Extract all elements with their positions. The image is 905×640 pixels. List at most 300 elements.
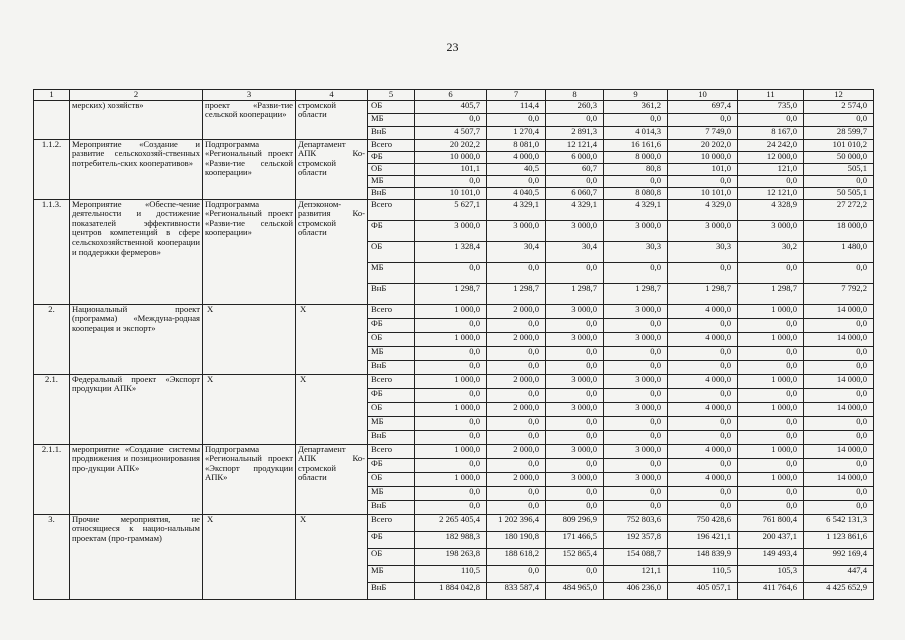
funding-source: ОБ [368,332,415,346]
value-cell: 0,0 [604,486,668,500]
funding-source: Всего [368,444,415,458]
item-executor: Департамент АПК Ко-стромской области [296,139,368,199]
value-cell: 0,0 [415,486,487,500]
value-cell: 0,0 [487,416,546,430]
value-cell: 0,0 [487,346,546,360]
value-cell: 0,0 [487,430,546,444]
value-cell: 18 000,0 [804,220,874,241]
value-cell: 761 800,4 [738,514,804,531]
table-row [34,139,874,151]
value-cell: 4 329,1 [604,199,668,220]
value-cell: 6 060,7 [546,187,604,199]
funding-source: ОБ [368,241,415,262]
value-cell: 1 000,0 [415,402,487,416]
value-cell: 0,0 [804,113,874,126]
funding-source: ФБ [368,151,415,163]
value-cell: 105,3 [738,565,804,582]
value-cell: 50 000,0 [804,151,874,163]
value-cell: 200 437,1 [738,531,804,548]
item-number: 2.1.1. [34,444,70,514]
value-cell: 0,0 [738,262,804,283]
value-cell: 0,0 [668,360,738,374]
value-cell: 0,0 [487,388,546,402]
column-header: 9 [604,90,668,101]
value-cell: 60,7 [546,163,604,175]
funding-source: МБ [368,565,415,582]
value-cell: 3 000,0 [415,220,487,241]
value-cell: 4 000,0 [668,374,738,388]
value-cell: 1 000,0 [738,304,804,318]
value-cell: 20 202,0 [668,139,738,151]
value-cell: 0,0 [487,318,546,332]
value-cell: 182 988,3 [415,531,487,548]
value-cell: 1 000,0 [738,402,804,416]
value-cell: 3 000,0 [546,304,604,318]
column-header: 7 [487,90,546,101]
value-cell: 0,0 [546,346,604,360]
table-row [34,100,874,113]
funding-source: МБ [368,262,415,283]
value-cell: 2 000,0 [487,332,546,346]
value-cell: 30,3 [604,241,668,262]
value-cell: 0,0 [415,458,487,472]
value-cell: 0,0 [487,360,546,374]
value-cell: 110,5 [415,565,487,582]
funding-source: ФБ [368,388,415,402]
value-cell: 505,1 [804,163,874,175]
value-cell: 4 425 652,9 [804,582,874,599]
value-cell: 14 000,0 [804,472,874,486]
funding-source: ОБ [368,100,415,113]
value-cell: 0,0 [487,565,546,582]
funding-source: ФБ [368,531,415,548]
value-cell: 0,0 [604,388,668,402]
item-program: Подпрограмма «Региональный проект «Экспорт продукции АПК» [203,444,296,514]
funding-source: МБ [368,416,415,430]
value-cell: 0,0 [604,113,668,126]
value-cell: 8 167,0 [738,126,804,139]
funding-source: Всего [368,199,415,220]
value-cell: 27 272,2 [804,199,874,220]
value-cell: 4 000,0 [668,304,738,318]
funding-source: ФБ [368,318,415,332]
funding-source: ОБ [368,548,415,565]
value-cell: 2 000,0 [487,374,546,388]
value-cell: 447,4 [804,565,874,582]
column-header: 6 [415,90,487,101]
item-name: мерских) хозяйств» [70,100,203,139]
value-cell: 0,0 [804,388,874,402]
value-cell: 148 839,9 [668,548,738,565]
funding-source: ВнБ [368,187,415,199]
value-cell: 4 329,1 [546,199,604,220]
funding-source: Всего [368,374,415,388]
value-cell: 697,4 [668,100,738,113]
value-cell: 4 000,0 [668,444,738,458]
value-cell: 0,0 [804,500,874,514]
value-cell: 2 265 405,4 [415,514,487,531]
item-executor: Депэконом-развития Ко-стромской области [296,199,368,304]
value-cell: 1 000,0 [738,444,804,458]
value-cell: 3 000,0 [546,472,604,486]
value-cell: 809 296,9 [546,514,604,531]
value-cell: 3 000,0 [604,472,668,486]
value-cell: 0,0 [487,458,546,472]
item-executor: Х [296,374,368,444]
value-cell: 3 000,0 [546,444,604,458]
value-cell: 1 328,4 [415,241,487,262]
value-cell: 12 121,0 [738,187,804,199]
column-header: 10 [668,90,738,101]
value-cell: 0,0 [546,388,604,402]
value-cell: 405,7 [415,100,487,113]
item-program: Х [203,304,296,374]
value-cell: 7 792,2 [804,283,874,304]
value-cell: 0,0 [546,175,604,187]
value-cell: 6 542 131,3 [804,514,874,531]
value-cell: 3 000,0 [604,374,668,388]
value-cell: 10 000,0 [668,151,738,163]
value-cell: 0,0 [415,346,487,360]
funding-source: ФБ [368,220,415,241]
value-cell: 3 000,0 [546,220,604,241]
value-cell: 0,0 [604,500,668,514]
value-cell: 0,0 [604,458,668,472]
value-cell: 0,0 [604,346,668,360]
value-cell: 752 803,6 [604,514,668,531]
value-cell: 0,0 [604,262,668,283]
value-cell: 2 000,0 [487,402,546,416]
column-header: 11 [738,90,804,101]
value-cell: 406 236,0 [604,582,668,599]
value-cell: 0,0 [415,416,487,430]
value-cell: 1 000,0 [415,374,487,388]
funding-source: Всего [368,304,415,318]
value-cell: 1 298,7 [738,283,804,304]
value-cell: 14 000,0 [804,444,874,458]
item-number [34,100,70,139]
item-executor: Х [296,304,368,374]
value-cell: 0,0 [604,430,668,444]
value-cell: 2 891,3 [546,126,604,139]
item-executor: стромской области [296,100,368,139]
value-cell: 0,0 [546,318,604,332]
value-cell: 30,4 [546,241,604,262]
value-cell: 4 328,9 [738,199,804,220]
value-cell: 0,0 [804,175,874,187]
value-cell: 992 169,4 [804,548,874,565]
value-cell: 1 298,7 [415,283,487,304]
value-cell: 0,0 [668,388,738,402]
budget-table [33,89,874,600]
item-name: Прочие мероприятия, не относящиеся к нацио-нальным проектам (про-граммам) [70,514,203,599]
column-header: 3 [203,90,296,101]
value-cell: 154 088,7 [604,548,668,565]
item-number: 2. [34,304,70,374]
value-cell: 0,0 [668,262,738,283]
value-cell: 0,0 [415,113,487,126]
value-cell: 14 000,0 [804,332,874,346]
value-cell: 0,0 [738,500,804,514]
value-cell: 0,0 [415,500,487,514]
value-cell: 188 618,2 [487,548,546,565]
value-cell: 121,1 [604,565,668,582]
value-cell: 40,5 [487,163,546,175]
value-cell: 0,0 [546,416,604,430]
value-cell: 0,0 [546,360,604,374]
value-cell: 3 000,0 [604,220,668,241]
value-cell: 3 000,0 [604,332,668,346]
value-cell: 14 000,0 [804,374,874,388]
value-cell: 1 270,4 [487,126,546,139]
value-cell: 8 000,0 [604,151,668,163]
value-cell: 0,0 [546,430,604,444]
value-cell: 361,2 [604,100,668,113]
value-cell: 149 493,4 [738,548,804,565]
column-header: 2 [70,90,203,101]
funding-source: МБ [368,175,415,187]
value-cell: 3 000,0 [546,332,604,346]
value-cell: 0,0 [738,458,804,472]
value-cell: 0,0 [604,175,668,187]
value-cell: 0,0 [738,360,804,374]
item-name: Федеральный проект «Экспорт продукции АПК» [70,374,203,444]
value-cell: 14 000,0 [804,304,874,318]
value-cell: 0,0 [487,113,546,126]
column-header: 5 [368,90,415,101]
value-cell: 0,0 [804,416,874,430]
value-cell: 10 000,0 [415,151,487,163]
value-cell: 1 000,0 [738,472,804,486]
value-cell: 0,0 [668,430,738,444]
value-cell: 1 480,0 [804,241,874,262]
value-cell: 0,0 [415,388,487,402]
value-cell: 0,0 [546,458,604,472]
item-executor: Департамент АПК Ко-стромской области [296,444,368,514]
value-cell: 2 000,0 [487,472,546,486]
value-cell: 411 764,6 [738,582,804,599]
value-cell: 0,0 [415,430,487,444]
value-cell: 0,0 [668,486,738,500]
value-cell: 750 428,6 [668,514,738,531]
value-cell: 0,0 [487,500,546,514]
value-cell: 0,0 [668,500,738,514]
value-cell: 0,0 [738,430,804,444]
value-cell: 8 080,8 [604,187,668,199]
value-cell: 4 040,5 [487,187,546,199]
value-cell: 2 000,0 [487,304,546,318]
value-cell: 101,1 [415,163,487,175]
funding-source: ВнБ [368,360,415,374]
value-cell: 10 101,0 [415,187,487,199]
item-program: Х [203,374,296,444]
value-cell: 4 014,3 [604,126,668,139]
value-cell: 405 057,1 [668,582,738,599]
value-cell: 0,0 [804,360,874,374]
item-number: 1.1.3. [34,199,70,304]
value-cell: 152 865,4 [546,548,604,565]
item-program: проект «Разви-тие сельской кооперации» [203,100,296,139]
value-cell: 0,0 [415,175,487,187]
value-cell: 0,0 [668,346,738,360]
value-cell: 0,0 [415,360,487,374]
column-header: 8 [546,90,604,101]
value-cell: 1 000,0 [738,332,804,346]
value-cell: 28 599,7 [804,126,874,139]
value-cell: 30,3 [668,241,738,262]
value-cell: 12 121,4 [546,139,604,151]
value-cell: 0,0 [804,346,874,360]
value-cell: 1 000,0 [738,374,804,388]
value-cell: 1 202 396,4 [487,514,546,531]
value-cell: 2 574,0 [804,100,874,113]
value-cell: 1 123 861,6 [804,531,874,548]
value-cell: 8 081,0 [487,139,546,151]
value-cell: 4 000,0 [668,472,738,486]
funding-source: МБ [368,113,415,126]
item-program: Х [203,514,296,599]
value-cell: 10 101,0 [668,187,738,199]
value-cell: 192 357,8 [604,531,668,548]
value-cell: 3 000,0 [604,444,668,458]
value-cell: 12 000,0 [738,151,804,163]
column-header: 1 [34,90,70,101]
funding-source: ВнБ [368,500,415,514]
value-cell: 0,0 [604,416,668,430]
value-cell: 0,0 [487,175,546,187]
value-cell: 20 202,2 [415,139,487,151]
funding-source: Всего [368,139,415,151]
funding-source: Всего [368,514,415,531]
funding-source: ОБ [368,163,415,175]
value-cell: 114,4 [487,100,546,113]
value-cell: 0,0 [546,486,604,500]
value-cell: 1 298,7 [487,283,546,304]
funding-source: ВнБ [368,430,415,444]
value-cell: 0,0 [804,486,874,500]
value-cell: 101 010,2 [804,139,874,151]
value-cell: 198 263,8 [415,548,487,565]
value-cell: 260,3 [546,100,604,113]
value-cell: 4 000,0 [668,402,738,416]
value-cell: 0,0 [546,262,604,283]
value-cell: 4 000,0 [668,332,738,346]
value-cell: 3 000,0 [604,304,668,318]
value-cell: 0,0 [415,262,487,283]
value-cell: 0,0 [487,486,546,500]
value-cell: 3 000,0 [738,220,804,241]
value-cell: 0,0 [668,175,738,187]
item-name: Мероприятие «Создание и развитие сельскохозяй-ственных потребитель-ских кооперативов» [70,139,203,199]
value-cell: 171 466,5 [546,531,604,548]
value-cell: 3 000,0 [546,402,604,416]
item-number: 3. [34,514,70,599]
value-cell: 3 000,0 [604,402,668,416]
value-cell: 1 298,7 [546,283,604,304]
value-cell: 0,0 [546,500,604,514]
table-row [34,444,874,458]
column-number-row [34,90,874,101]
value-cell: 0,0 [804,318,874,332]
value-cell: 833 587,4 [487,582,546,599]
value-cell: 3 000,0 [487,220,546,241]
value-cell: 121,0 [738,163,804,175]
value-cell: 110,5 [668,565,738,582]
value-cell: 0,0 [804,430,874,444]
value-cell: 1 000,0 [415,444,487,458]
value-cell: 1 000,0 [415,304,487,318]
item-name: Национальный проект (программа) «Междуна-родная кооперация и экспорт» [70,304,203,374]
value-cell: 3 000,0 [668,220,738,241]
column-header: 4 [296,90,368,101]
value-cell: 1 298,7 [604,283,668,304]
value-cell: 6 000,0 [546,151,604,163]
funding-source: ФБ [368,458,415,472]
value-cell: 2 000,0 [487,444,546,458]
value-cell: 1 884 042,8 [415,582,487,599]
value-cell: 0,0 [738,416,804,430]
value-cell: 0,0 [738,346,804,360]
value-cell: 0,0 [546,113,604,126]
column-header: 12 [804,90,874,101]
value-cell: 0,0 [546,565,604,582]
item-program: Подпрограмма «Региональный проект «Разви-тие сельской кооперации» [203,199,296,304]
item-name: мероприятие «Создание системы продвижения и позиционирования про-дукции АПК» [70,444,203,514]
table-row [34,304,874,318]
table-row [34,199,874,220]
item-number: 1.1.2. [34,139,70,199]
value-cell: 0,0 [738,388,804,402]
value-cell: 0,0 [804,262,874,283]
funding-source: ВнБ [368,126,415,139]
value-cell: 196 421,1 [668,531,738,548]
value-cell: 4 329,1 [487,199,546,220]
value-cell: 0,0 [668,113,738,126]
value-cell: 0,0 [415,318,487,332]
value-cell: 0,0 [738,113,804,126]
value-cell: 16 161,6 [604,139,668,151]
value-cell: 14 000,0 [804,402,874,416]
value-cell: 0,0 [668,458,738,472]
value-cell: 1 298,7 [668,283,738,304]
funding-source: ОБ [368,402,415,416]
value-cell: 4 329,0 [668,199,738,220]
funding-source: ОБ [368,472,415,486]
value-cell: 4 000,0 [487,151,546,163]
funding-source: ВнБ [368,582,415,599]
value-cell: 735,0 [738,100,804,113]
value-cell: 4 507,7 [415,126,487,139]
value-cell: 30,2 [738,241,804,262]
value-cell: 0,0 [738,486,804,500]
value-cell: 0,0 [487,262,546,283]
value-cell: 0,0 [738,318,804,332]
item-name: Мероприятие «Обеспе-чение деятельности и достижение показателей эффективности центров компетенций в сфере сельскохозяйственной кооперации и поддержки фермеров» [70,199,203,304]
table-body [34,90,874,600]
table-row [34,374,874,388]
table-row [34,514,874,531]
item-program: Подпрограмма «Региональный проект «Разви-тие сельской кооперации» [203,139,296,199]
funding-source: МБ [368,346,415,360]
funding-source: ВнБ [368,283,415,304]
value-cell: 80,8 [604,163,668,175]
value-cell: 5 627,1 [415,199,487,220]
value-cell: 0,0 [604,360,668,374]
value-cell: 180 190,8 [487,531,546,548]
value-cell: 1 000,0 [415,332,487,346]
value-cell: 50 505,1 [804,187,874,199]
value-cell: 1 000,0 [415,472,487,486]
